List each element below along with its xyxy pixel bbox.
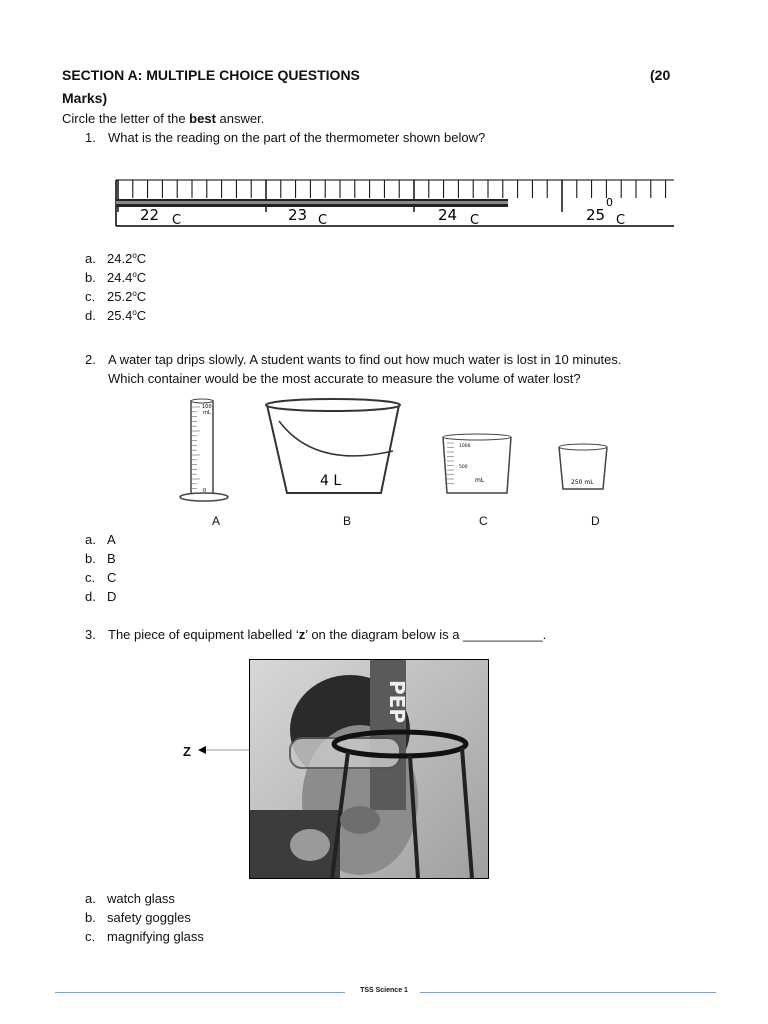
option-unit: C: [136, 251, 147, 266]
option-unit: C: [136, 289, 147, 304]
scale-label-22: 22: [140, 206, 160, 224]
scale-label-25: 25: [586, 206, 606, 224]
q3-text: The piece of equipment labelled ‘z’ on the diagram below is a ___________.: [108, 627, 547, 642]
option-text: safety goggles: [107, 910, 191, 925]
containers-figure: [175, 393, 625, 505]
bucket-volume: 4 L: [320, 473, 342, 489]
cylinder-unit: mL: [203, 410, 211, 416]
q3-number: 3.: [85, 627, 96, 642]
section-marks-b: Marks): [62, 90, 108, 106]
degree-icon: o: [132, 289, 137, 298]
degree-icon: o: [132, 270, 137, 279]
cylinder-bottom-mark: 0: [203, 488, 207, 494]
q2-line1: A water tap drips slowly. A student wants to find out how much water is lost in 10 minutes.: [108, 352, 622, 367]
option-text: B: [107, 551, 116, 566]
q1-number: 1.: [85, 130, 96, 145]
unit-c-2: C: [318, 213, 328, 228]
small-beaker-volume: 250 mL: [571, 479, 594, 486]
footer-line-left: [55, 992, 345, 993]
q2-option[interactable]: [85, 532, 116, 547]
section-marks-a: (20: [650, 67, 671, 83]
option-letter: a.: [85, 532, 96, 547]
section-title: SECTION A: MULTIPLE CHOICE QUESTIONS: [62, 67, 360, 83]
degree-icon: o: [132, 251, 137, 260]
thermometer-ticks: [118, 180, 666, 212]
option-text: magnifying glass: [107, 929, 204, 944]
hand: [290, 829, 330, 861]
option-letter: b.: [85, 551, 96, 566]
degree-icon: o: [132, 308, 137, 317]
scale-label-24: 24: [438, 206, 458, 224]
footer-text: TSS Science 1: [360, 987, 408, 994]
small-beaker: [559, 444, 607, 489]
unit-c-3: C: [470, 213, 480, 228]
q2-line2: Which container would be the most accurate to measure the volume of water lost?: [108, 371, 581, 386]
caption-d: D: [591, 514, 600, 528]
option-value: 24.2: [107, 251, 133, 266]
option-letter: b.: [85, 270, 96, 285]
option-value: 25.2: [107, 289, 133, 304]
option-letter: d.: [85, 308, 96, 323]
beaker-top-mark: 1000: [459, 444, 471, 449]
beaker-unit: mL: [475, 477, 485, 484]
student-with-tripod-image: [250, 660, 488, 878]
option-letter: c.: [85, 570, 96, 585]
option-letter: c.: [85, 289, 96, 304]
mercury-highlight: [116, 201, 508, 204]
caption-c: C: [479, 514, 488, 528]
option-letter: d.: [85, 589, 96, 604]
large-beaker: [443, 434, 511, 493]
can-label: PEP: [385, 680, 409, 723]
option-letter: a.: [85, 891, 96, 906]
q1-option[interactable]: [85, 270, 146, 285]
beaker-mid-mark: 500: [459, 465, 468, 470]
q1-option[interactable]: [85, 289, 146, 304]
option-text: watch glass: [107, 891, 175, 906]
option-letter: c.: [85, 929, 96, 944]
q1-text: What is the reading on the part of the thermometer shown below?: [108, 130, 486, 145]
cylinder-top-mark: 100: [202, 404, 212, 410]
thermometer-scale: [110, 172, 680, 232]
pointer-label: Z: [183, 744, 191, 759]
caption-b: B: [343, 514, 352, 528]
unit-c-4: C: [616, 213, 626, 228]
q3-option[interactable]: [85, 910, 191, 925]
q3-option[interactable]: [85, 891, 175, 906]
instruction: Circle the letter of the best answer.: [62, 111, 265, 126]
q1-option[interactable]: [85, 251, 146, 266]
option-text: A: [107, 532, 116, 547]
zero-mark: 0: [606, 196, 613, 209]
option-unit: C: [136, 270, 147, 285]
q2-option[interactable]: [85, 551, 116, 566]
unit-c-1: C: [172, 213, 182, 228]
footer-line-right: [420, 992, 716, 993]
option-unit: C: [136, 308, 147, 323]
caption-a: A: [212, 514, 221, 528]
option-value: 25.4: [107, 308, 133, 323]
q1-option[interactable]: [85, 308, 146, 323]
q2-number: 2.: [85, 352, 96, 367]
lab-photo: [249, 659, 489, 879]
option-letter: b.: [85, 910, 96, 925]
q2-option[interactable]: [85, 589, 116, 604]
option-value: 24.4: [107, 270, 133, 285]
q2-option[interactable]: [85, 570, 116, 585]
measuring-cylinder: [180, 399, 228, 501]
option-text: D: [107, 589, 117, 604]
q3-option[interactable]: [85, 929, 204, 944]
option-text: C: [107, 570, 117, 585]
option-letter: a.: [85, 251, 96, 266]
scale-label-23: 23: [288, 206, 308, 224]
nose-mouth: [340, 806, 380, 834]
bucket: [266, 399, 400, 493]
